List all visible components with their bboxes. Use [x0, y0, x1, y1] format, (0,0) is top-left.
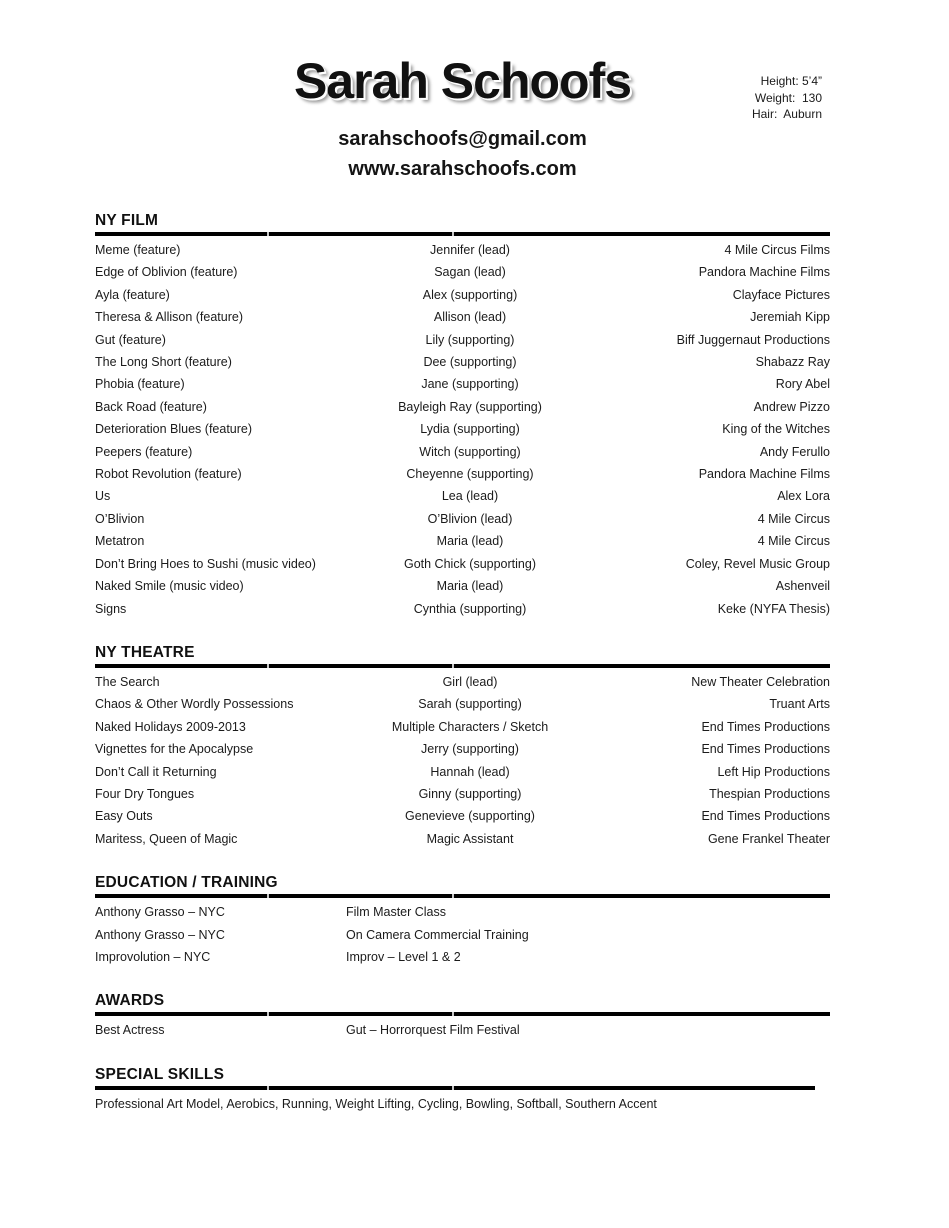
section-ny-film	[95, 212, 830, 620]
ny-film-title: Phobia (feature)	[95, 377, 185, 392]
ny-theatre-role: Ginny (supporting)	[418, 786, 522, 801]
awards-title: Best Actress	[95, 1023, 165, 1038]
ny-film-company: Biff Juggernaut Productions	[676, 332, 830, 347]
page-title: Sarah Schoofs	[293, 53, 632, 109]
ny-film-row	[95, 463, 830, 485]
ny-film-role: Sagan (lead)	[434, 265, 506, 280]
ny-theatre-company: Gene Frankel Theater	[707, 831, 830, 846]
section-divider	[95, 1086, 815, 1090]
ny-film-company: King of the Witches	[722, 422, 830, 437]
stat-hair: Hair: Auburn	[751, 107, 822, 121]
ny-film-company: Clayface Pictures	[732, 287, 830, 302]
section-heading-ny-theatre: NY THEATRE	[95, 643, 195, 661]
section-ny-theatre	[95, 644, 830, 850]
section-heading-ny-film: NY FILM	[95, 212, 159, 229]
education-training-detail: Film Master Class	[346, 905, 447, 920]
ny-theatre-title: Vignettes for the Apocalypse	[95, 742, 254, 757]
ny-film-row	[95, 261, 830, 283]
special-skills-text: Professional Art Model, Aerobics, Running, Weight Lifting, Cycling, Bowling, Softball, Southern Accent	[95, 1096, 657, 1111]
ny-film-company: Coley, Revel Music Group	[685, 556, 830, 571]
resume-content	[95, 0, 830, 1115]
ny-theatre-title: Don’t Call it Returning	[95, 764, 217, 779]
ny-theatre-row	[95, 783, 830, 805]
ny-film-row	[95, 284, 830, 306]
ny-theatre-role: Genevieve (supporting)	[405, 809, 535, 824]
section-rows	[95, 1019, 830, 1041]
ny-theatre-title: Chaos & Other Wordly Possessions	[95, 697, 294, 712]
ny-theatre-company: End Times Productions	[701, 719, 830, 734]
ny-film-title: Don’t Bring Hoes to Sushi (music video)	[95, 556, 316, 571]
section-divider	[95, 894, 830, 898]
ny-film-role: Lea (lead)	[441, 489, 499, 504]
ny-theatre-role: Hannah (lead)	[430, 764, 510, 779]
section-education-training	[95, 874, 830, 968]
ny-film-title: Robot Revolution (feature)	[95, 467, 242, 482]
resume-header	[95, 0, 830, 184]
education-training-title: Anthony Grasso – NYC	[95, 905, 225, 920]
ny-film-company: Keke (NYFA Thesis)	[717, 601, 830, 616]
section-rows	[95, 671, 830, 850]
ny-theatre-title: Naked Holidays 2009-2013	[95, 719, 246, 734]
ny-theatre-role: Girl (lead)	[442, 674, 498, 689]
section-rows	[95, 901, 830, 968]
ny-theatre-row	[95, 716, 830, 738]
ny-film-company: 4 Mile Circus Films	[724, 243, 830, 257]
stat-weight: Weight: 130	[754, 90, 822, 105]
ny-film-role: Dee (supporting)	[423, 355, 517, 370]
resume-body	[95, 212, 830, 1115]
ny-film-title: Metatron	[95, 534, 145, 549]
ny-film-company: Shabazz Ray	[755, 355, 830, 370]
section-heading-special-skills: SPECIAL SKILLS	[95, 1065, 225, 1083]
ny-film-company: Alex Lora	[777, 489, 830, 504]
ny-film-company: Rory Abel	[775, 377, 830, 392]
section-divider	[95, 1012, 830, 1016]
ny-film-role: Maria (lead)	[436, 579, 504, 594]
ny-film-row	[95, 373, 830, 395]
awards-detail: Gut – Horrorquest Film Festival	[346, 1023, 520, 1038]
ny-film-title: Signs	[95, 601, 127, 616]
ny-film-row	[95, 530, 830, 552]
stat-height: Height: 5’4”	[760, 74, 822, 88]
ny-film-role: Maria (lead)	[436, 534, 504, 549]
ny-theatre-row	[95, 805, 830, 827]
ny-film-row	[95, 508, 830, 530]
ny-theatre-company: End Times Productions	[701, 742, 830, 757]
ny-film-role: Cheyenne (supporting)	[406, 467, 534, 482]
ny-theatre-role: Multiple Characters / Sketch	[391, 719, 549, 734]
ny-film-role: Goth Chick (supporting)	[403, 556, 536, 571]
section-special-skills	[95, 1066, 830, 1115]
ny-film-title: Back Road (feature)	[95, 399, 207, 414]
section-rows	[95, 239, 830, 620]
website-text: www.sarahschoofs.com	[348, 158, 577, 180]
ny-film-row	[95, 396, 830, 418]
ny-theatre-row	[95, 671, 830, 693]
ny-theatre-company: End Times Productions	[701, 809, 830, 824]
education-training-row	[95, 946, 830, 968]
ny-film-company: Andy Ferullo	[759, 444, 830, 459]
ny-theatre-company: New Theater Celebration	[691, 674, 830, 689]
ny-film-row	[95, 575, 830, 597]
ny-theatre-row	[95, 693, 830, 715]
section-rows	[95, 1093, 830, 1115]
ny-theatre-row	[95, 738, 830, 760]
ny-film-role: Jane (supporting)	[421, 377, 519, 392]
ny-theatre-title: The Search	[95, 674, 160, 689]
ny-theatre-title: Maritess, Queen of Magic	[95, 831, 238, 846]
ny-film-role: Jennifer (lead)	[430, 243, 510, 257]
ny-theatre-title: Easy Outs	[95, 809, 153, 824]
section-divider	[95, 232, 830, 236]
education-training-title: Improvolution – NYC	[95, 949, 211, 964]
ny-theatre-role: Sarah (supporting)	[418, 697, 522, 712]
ny-film-company: 4 Mile Circus	[757, 511, 830, 526]
ny-film-role: Bayleigh Ray (supporting)	[398, 399, 542, 414]
section-awards	[95, 992, 830, 1041]
ny-film-row	[95, 351, 830, 373]
ny-film-row	[95, 418, 830, 440]
ny-film-row	[95, 485, 830, 507]
education-training-row	[95, 901, 830, 923]
section-heading-awards: AWARDS	[95, 992, 165, 1010]
awards-row	[95, 1019, 830, 1041]
ny-film-company: Andrew Pizzo	[753, 399, 830, 414]
ny-film-role: Lydia (supporting)	[420, 422, 520, 437]
ny-film-title: The Long Short (feature)	[95, 355, 232, 370]
ny-film-title: Deterioration Blues (feature)	[95, 422, 253, 437]
ny-film-role: Cynthia (supporting)	[413, 601, 527, 616]
education-training-detail: On Camera Commercial Training	[346, 927, 529, 942]
section-divider	[95, 664, 830, 668]
ny-theatre-company: Thespian Productions	[709, 786, 830, 801]
education-training-row	[95, 924, 830, 946]
section-heading-education-training: EDUCATION / TRAINING	[95, 874, 278, 892]
email-text: sarahschoofs@gmail.com	[338, 128, 587, 150]
ny-film-company: Ashenveil	[775, 579, 830, 594]
education-training-detail: Improv – Level 1 & 2	[346, 949, 461, 964]
ny-film-company: Pandora Machine Films	[698, 467, 830, 482]
ny-theatre-company: Truant Arts	[769, 697, 830, 712]
ny-theatre-row	[95, 761, 830, 783]
ny-film-title: Theresa & Allison (feature)	[95, 310, 243, 325]
ny-film-role: Witch (supporting)	[419, 444, 521, 459]
ny-film-title: Gut (feature)	[95, 332, 166, 347]
ny-film-role: Lily (supporting)	[425, 332, 515, 347]
ny-film-title: Us	[95, 489, 111, 504]
ny-film-row	[95, 329, 830, 351]
ny-theatre-row	[95, 828, 830, 850]
ny-theatre-title: Four Dry Tongues	[95, 786, 195, 801]
ny-film-company: 4 Mile Circus	[757, 534, 830, 549]
ny-film-row	[95, 598, 830, 620]
ny-film-row	[95, 553, 830, 575]
ny-film-company: Pandora Machine Films	[698, 265, 830, 280]
ny-film-title: Ayla (feature)	[95, 287, 170, 302]
ny-film-row	[95, 441, 830, 463]
ny-film-role: O’Blivion (lead)	[427, 511, 513, 526]
ny-film-role: Allison (lead)	[433, 310, 507, 325]
ny-film-title: O’Blivion	[95, 511, 145, 526]
ny-film-row	[95, 239, 830, 261]
special-skills-row	[95, 1093, 830, 1115]
education-training-title: Anthony Grasso – NYC	[95, 927, 225, 942]
ny-film-title: Naked Smile (music video)	[95, 579, 244, 594]
ny-film-role: Alex (supporting)	[422, 287, 518, 302]
stats-block	[752, 73, 822, 123]
ny-theatre-role: Magic Assistant	[426, 831, 514, 846]
ny-film-title: Peepers (feature)	[95, 444, 193, 459]
ny-film-row	[95, 306, 830, 328]
ny-film-company: Jeremiah Kipp	[750, 310, 830, 325]
ny-theatre-company: Left Hip Productions	[717, 764, 830, 779]
ny-film-title: Meme (feature)	[95, 243, 181, 257]
ny-theatre-role: Jerry (supporting)	[421, 742, 519, 757]
ny-film-title: Edge of Oblivion (feature)	[95, 265, 238, 280]
